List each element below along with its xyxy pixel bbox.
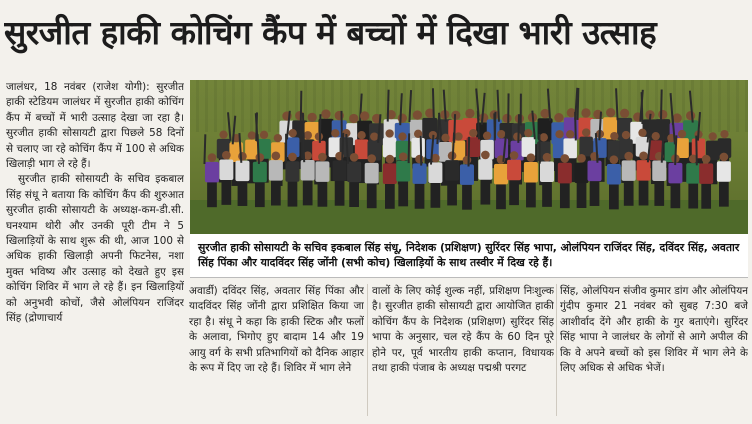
article-column-3	[372, 284, 554, 420]
article-paragraph: सिंह, ओलंपियन संजीव कुमार डांग और ओलंपियन गुंदीप कुमार 21 नवंबर को सुबह 7:30 बजे आशीर्वाद देंगे और हाकी के गुर बताएंगे। सुरिंदर सिंह भापा ने जालंधर के लोगों से आगे अपील की कि वे अपने बच्चों को इस शिविर में भाग लेने के लिए अधिक से अधिक भेजें।	[560, 285, 748, 375]
article-paragraph: वालों के लिए कोई शुल्क नहीं, प्रशिक्षण निःशुल्क है। सुरजीत हाकी सोसायटी द्वारा आयोजित हाकी कोचिंग कैंप के निदेशक (प्रशिक्षण) सुरिंदर सिंह भापा के अनुसार, चल रहे कैंप के 60 दिन पूरे होने पर, पूर्व भारतीय हाकी कप्तान, विधायक तथा हाकी पंजाब के अध्यक्ष पद्मश्री परगट	[372, 285, 554, 375]
article-paragraph: सुरजीत हाकी सोसायटी के सचिव इकबाल सिंह संधू ने बताया कि कोचिंग कैंप की शुरुआत सुरजीत हाकी सोसायटी के अध्यक्ष-कम-डी.सी. घनश्याम थोरी और उनकी पूरी टीम ने 5 खिलाड़ियों के साथ शुरू की थी, आज 100 से अधिक हाकी खिलाड़ी अपनी फिटनेस, नशा मुक्त भविष्य और उत्साह को देखते हुए इस कोचिंग शिविर में भाग ले रहे हैं। इन खिलाड़ियों को अनुभवी कोचों, जैसे ओलंपियन राजिंदर सिंह (द्रोणाचार्य	[6, 173, 184, 325]
photo-caption: सुरजीत हाकी सोसायटी के सचिव इकबाल सिंह संधू, निदेशक (प्रशिक्षण) सुरिंदर सिंह भापा, ओलंपियन राजिंदर सिंह, दविंदर सिंह, अवतार सिंह पिंका और यादविंदर सिंह जोंनी (सभी कोच) खिलाड़ियों के साथ तस्वीर में दिख रहे हैं।	[190, 234, 748, 278]
team-photo	[190, 80, 748, 234]
article-paragraph	[6, 80, 184, 172]
column-divider	[367, 284, 368, 416]
column-divider	[556, 284, 557, 416]
headline: सुरजीत हाकी कोचिंग कैंप में बच्चों में दिखा भारी उत्साह	[4, 13, 657, 52]
paragraph-text: सुरजीत हाकी स्टेडियम जालंधर में सुरजीत हाकी कोचिंग कैंप में बच्चों में भारी उत्साह देखा जा रहा है। सुरजीत हाकी सोसायटी द्वारा पिछले 58 दिनों से चलाए जा रहे कोचिंग कैंप में 100 से अधिक खिलाड़ी भाग ले रहे हैं।	[6, 81, 184, 171]
dateline: जालंधर, 18 नवंबर (राजेश योगी):	[6, 81, 150, 93]
article-column-1	[6, 80, 184, 420]
article-column-2	[189, 284, 364, 420]
players-group-illustration	[190, 80, 748, 234]
article-column-4	[560, 284, 748, 420]
article-paragraph: अवार्डी) दविंदर सिंह, अवतार सिंह पिंका और यादविंदर सिंह जोंनी द्वारा प्रशिक्षित किया जा रहा है। संधू ने कहा कि हाकी स्टिक और फलों के अलावा, भिगोए हुए बादाम 14 और 19 आयु वर्ग के सभी प्रतिभागियों को दैनिक आहार के रूप में दिए जा रहे हैं। शिविर में भाग लेने	[189, 285, 364, 375]
